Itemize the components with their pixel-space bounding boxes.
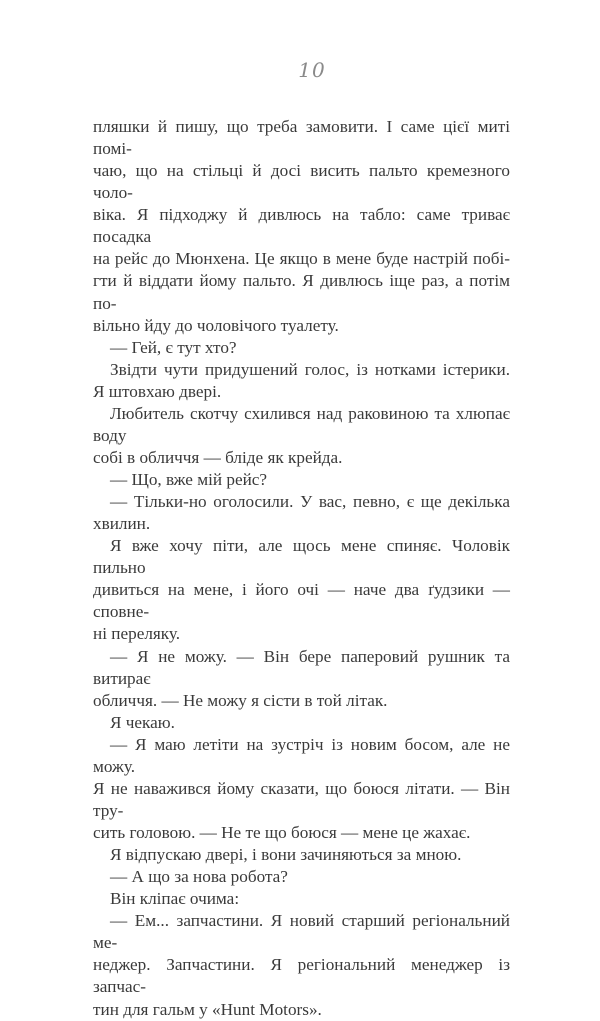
text-line: неджер. Запчастини. Я регіональний менеджер із запчас-	[93, 955, 510, 997]
text-line: Він кліпає очима:	[110, 889, 240, 909]
text-line: пляшки й пишу, що треба замовити. І саме цієї миті помі-	[93, 117, 510, 159]
text-line: віка. Я підходжу й дивлюсь на табло: саме триває посадка	[93, 205, 510, 247]
text-line: — Я не можу. — Він бере паперовий рушник та витирає	[93, 646, 510, 688]
text-line: собі в обличчя — бліде як крейда.	[93, 447, 343, 467]
text-line: тин для гальм у «Hunt Motors».	[93, 999, 322, 1019]
text-line: Я вже хочу піти, але щось мене спиняє. Чоловік пильно	[93, 536, 510, 578]
text-line: — Тільки-но оголосили. У вас, певно, є ще декілька	[110, 492, 510, 512]
text-line: Любитель скотчу схилився над раковиною та хлюпає воду	[93, 403, 510, 445]
text-line: дивиться на мене, і його очі — наче два ґудзики — сповне-	[93, 580, 510, 622]
text-line: Я чекаю.	[110, 712, 175, 732]
text-line: вільно йду до чоловічого туалету.	[93, 315, 339, 335]
text-line: хвилин.	[93, 514, 151, 534]
text-line: — Ем... запчастини. Я новий старший регіональний ме-	[93, 911, 510, 953]
text-line: Я відпускаю двері, і вони зачиняються за мною.	[110, 845, 462, 865]
text-line: гти й віддати йому пальто. Я дивлюсь іще раз, а потім по-	[93, 271, 510, 313]
text-line: обличчя. — Не можу я сісти в той літак.	[93, 690, 388, 710]
text-line: Я штовхаю двері.	[93, 381, 222, 401]
text-line: — Що, вже мій рейс?	[110, 470, 268, 489]
page-number: 10	[298, 58, 326, 82]
text-line: на рейс до Мюнхена. Це якщо в мене буде настрій побі-	[93, 249, 510, 269]
text-line: чаю, що на стільці й досі висить пальто кремезного чоло-	[93, 161, 510, 203]
text-line: — Я маю летіти на зустріч із новим босом, але не можу.	[93, 734, 510, 776]
text-line: Звідти чути придушений голос, із нотками істерики.	[110, 359, 510, 379]
text-line: — Гей, є тут хто?	[110, 337, 237, 357]
body-text	[93, 116, 510, 1021]
text-line: сить головою. — Не те що боюся — мене це жахає.	[93, 823, 471, 842]
text-line: ні переляку.	[93, 624, 181, 644]
text-line: — А що за нова робота?	[110, 867, 288, 887]
text-line: Я не наважився йому сказати, що боюся літати. — Він тру-	[93, 778, 510, 820]
